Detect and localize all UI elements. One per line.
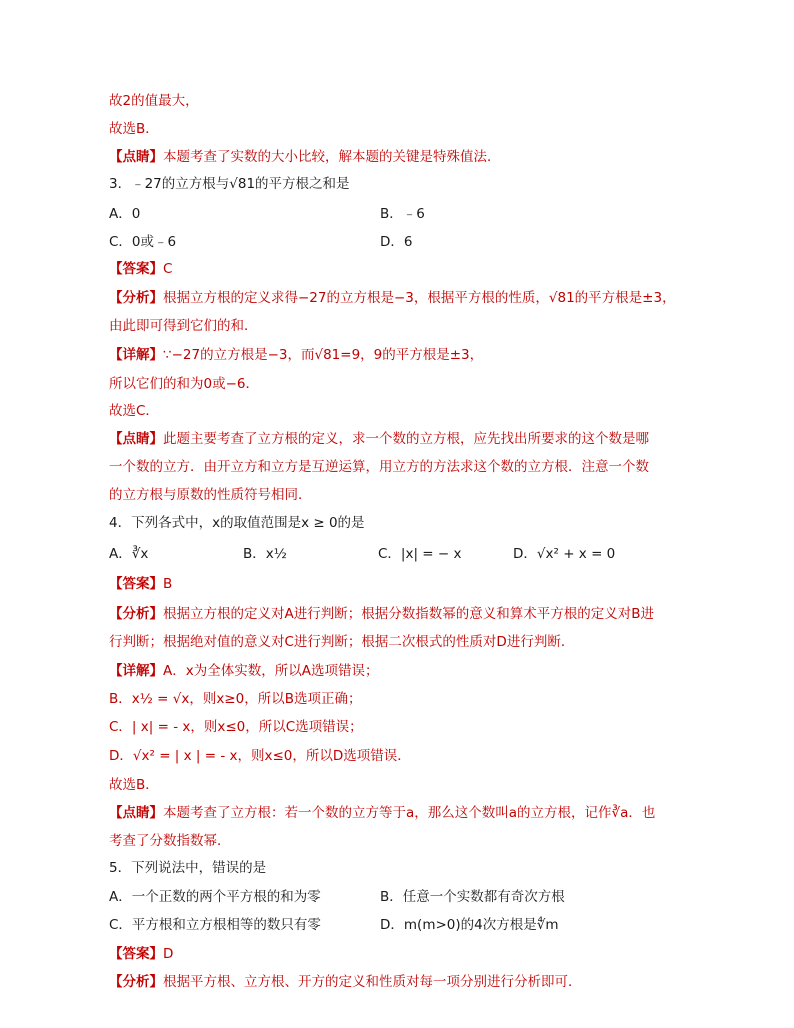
detail-text: ∵−27的立方根是−3，而√81=9，9的平方根是±3， (163, 347, 484, 363)
analysis-line (109, 287, 676, 309)
comment-tag: 【点睛】 (109, 431, 163, 447)
analysis-text: 根据立方根的定义对A进行判断；根据分数指数幂的意义和算术平方根的定义对B进 (163, 606, 654, 622)
question-3-option-b: B．﹣6 (380, 206, 425, 222)
question-4-stem: 4．下列各式中，x的取值范围是x ≥ 0的是 (109, 515, 365, 531)
text-line: D．√x² = | x | = - x，则x≤0，所以D选项错误． (109, 748, 411, 764)
answer-line (109, 258, 172, 280)
question-5-option-d: D．m(m>0)的4次方根是∜m (380, 917, 559, 933)
analysis-tag: 【分析】 (109, 606, 163, 622)
answer-text: B (163, 576, 173, 592)
text-line: 故选B． (109, 777, 159, 793)
text-line: C．| x| = - x，则x≤0，所以C选项错误； (109, 719, 363, 735)
analysis-line (109, 603, 654, 625)
comment-line (109, 428, 649, 450)
comment-tag: 【点睛】 (109, 805, 163, 821)
answer-tag: 【答案】 (109, 261, 163, 277)
question-5-option-b: B．任意一个实数都有奇次方根 (380, 889, 565, 905)
text-line: 的立方根与原数的性质符号相同． (109, 487, 312, 503)
comment-tag: 【点睛】 (109, 149, 163, 165)
text-line: 一个数的立方．由开立方和立方是互逆运算，用立方的方法求这个数的立方根．注意一个数 (109, 459, 649, 475)
text-line: 考查了分数指数幂． (109, 833, 231, 849)
analysis-tag: 【分析】 (109, 290, 163, 306)
detail-line (109, 660, 378, 682)
answer-text: C (163, 261, 173, 277)
question-3-option-c: C．0或﹣6 (109, 234, 177, 250)
analysis-tag: 【分析】 (109, 974, 163, 990)
text-line: 故选B． (109, 121, 159, 137)
question-5-option-c: C．平方根和立方根相等的数只有零 (109, 917, 321, 933)
detail-text: A．x为全体实数，所以A选项错误； (163, 663, 379, 679)
comment-text: 本题考查了立方根：若一个数的立方等于a，那么这个数叫a的立方根，记作∛a．也 (163, 805, 656, 821)
answer-tag: 【答案】 (109, 946, 163, 962)
text-line: 故选C． (109, 403, 159, 419)
text-line: B．x½ = √x，则x≥0，所以B选项正确； (109, 691, 362, 707)
analysis-text: 根据平方根、立方根、开方的定义和性质对每一项分别进行分析即可． (163, 974, 582, 990)
question-5-stem: 5．下列说法中，错误的是 (109, 860, 267, 876)
question-4-option-a: A．∛x (109, 546, 149, 562)
analysis-text: 根据立方根的定义求得−27的立方根是−3，根据平方根的性质，√81的平方根是±3， (163, 290, 676, 306)
text-line: 由此即可得到它们的和． (109, 318, 258, 334)
comment-line (109, 146, 501, 168)
detail-line (109, 344, 483, 366)
answer-text: D (163, 946, 174, 962)
question-3-option-a: A．0 (109, 206, 141, 222)
comment-line (109, 802, 655, 824)
question-4-option-c: C．|x| = − x (378, 546, 462, 562)
answer-line (109, 943, 173, 965)
question-4-option-d: D．√x² + x = 0 (513, 546, 616, 562)
answer-line (109, 573, 172, 595)
detail-tag: 【详解】 (109, 347, 163, 363)
analysis-line (109, 971, 582, 993)
question-3-stem: 3．﹣27的立方根与√81的平方根之和是 (109, 176, 350, 192)
answer-tag: 【答案】 (109, 576, 163, 592)
comment-text: 本题考查了实数的大小比较，解本题的关键是特殊值法． (163, 149, 501, 165)
text-line: 行判断；根据绝对值的意义对C进行判断；根据二次根式的性质对D进行判断． (109, 634, 575, 650)
text-line: 所以它们的和为0或−6． (109, 376, 259, 392)
question-3-option-d: D．6 (380, 234, 413, 250)
question-4-option-b: B．x½ (243, 546, 287, 562)
text-line: 故2的值最大， (109, 93, 199, 109)
detail-tag: 【详解】 (109, 663, 163, 679)
question-5-option-a: A．一个正数的两个平方根的和为零 (109, 889, 321, 905)
comment-text: 此题主要考查了立方根的定义，求一个数的立方根，应先找出所要求的这个数是哪 (163, 431, 649, 447)
